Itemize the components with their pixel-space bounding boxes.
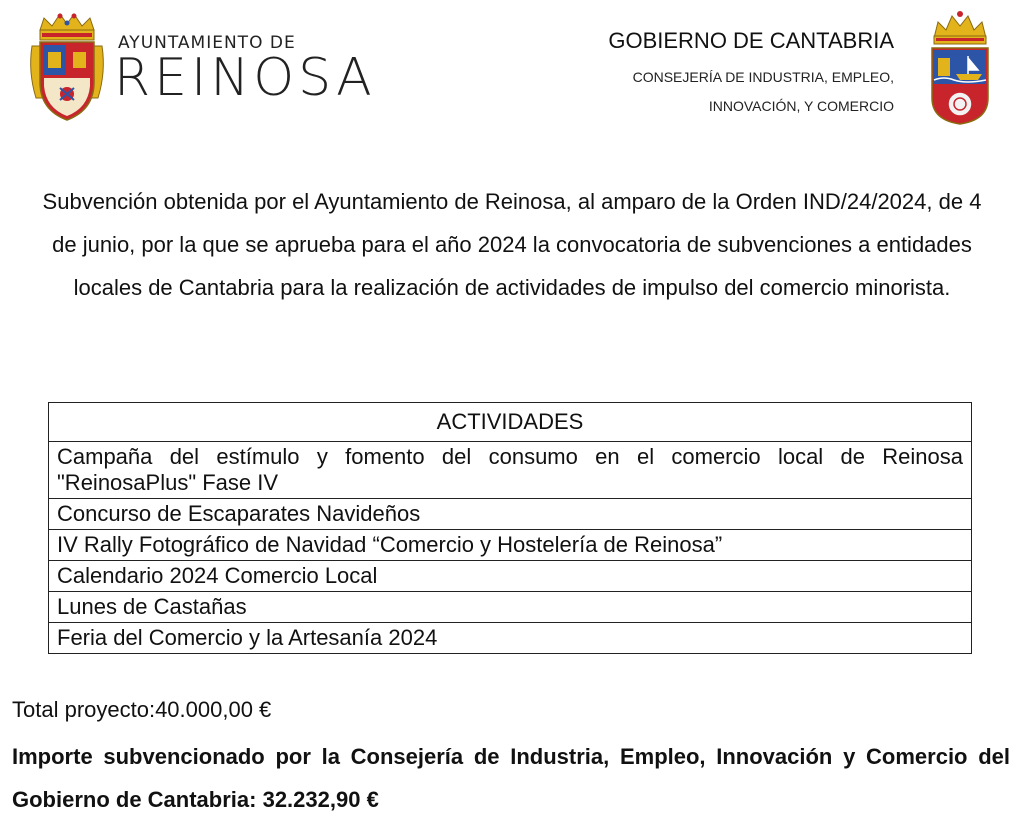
subvencion-description: Subvención obtenida por el Ayuntamiento de Reinosa, al amparo de la Orden IND/24/2024, de 4 de junio, por la que se aprueba para el año 2024 la convocatoria de subvenciones a entidades locales de Cantabria para la realización de actividades de impulso del comercio minorista. — [42, 189, 982, 300]
activity-cell: Campaña del estímulo y fomento del consumo en el comercio local de Reinosa "ReinosaPlus" Fase IV — [49, 442, 972, 499]
total-proyecto: Total proyecto:40.000,00 € — [12, 697, 272, 722]
activity-cell: Calendario 2024 Comercio Local — [49, 561, 972, 592]
consejeria-line-2: INNOVACIÓN, Y COMERCIO — [708, 98, 894, 114]
gobierno-title: GOBIERNO DE CANTABRIA — [608, 28, 894, 53]
activity-cell: Feria del Comercio y la Artesanía 2024 — [49, 623, 972, 654]
table-row — [49, 623, 972, 654]
table-row — [49, 592, 972, 623]
table-row — [49, 530, 972, 561]
activity-cell: IV Rally Fotográfico de Navidad “Comercio y Hostelería de Reinosa” — [49, 530, 972, 561]
ayuntamiento-name: REINOSA — [114, 48, 376, 108]
ayuntamiento-label: AYUNTAMIENTO DE — [118, 33, 296, 53]
table-row — [49, 561, 972, 592]
importe-subvencionado: Importe subvencionado por la Consejería de Industria, Empleo, Innovación y Comercio del Gobierno de Cantabria: 32.232,90 € — [12, 744, 1010, 812]
table-header-actividades: ACTIVIDADES — [49, 403, 972, 442]
activity-cell: Lunes de Castañas — [49, 592, 972, 623]
table-row — [49, 442, 972, 499]
table-row — [49, 499, 972, 530]
cantabria-coat-of-arms-icon — [928, 8, 992, 126]
table-header-row — [49, 403, 972, 442]
actividades-table — [48, 402, 972, 654]
consejeria-line-1: CONSEJERÍA DE INDUSTRIA, EMPLEO, — [632, 69, 894, 85]
activity-cell: Concurso de Escaparates Navideños — [49, 499, 972, 530]
document-header — [0, 0, 1024, 140]
reinosa-coat-of-arms-icon — [26, 12, 108, 124]
